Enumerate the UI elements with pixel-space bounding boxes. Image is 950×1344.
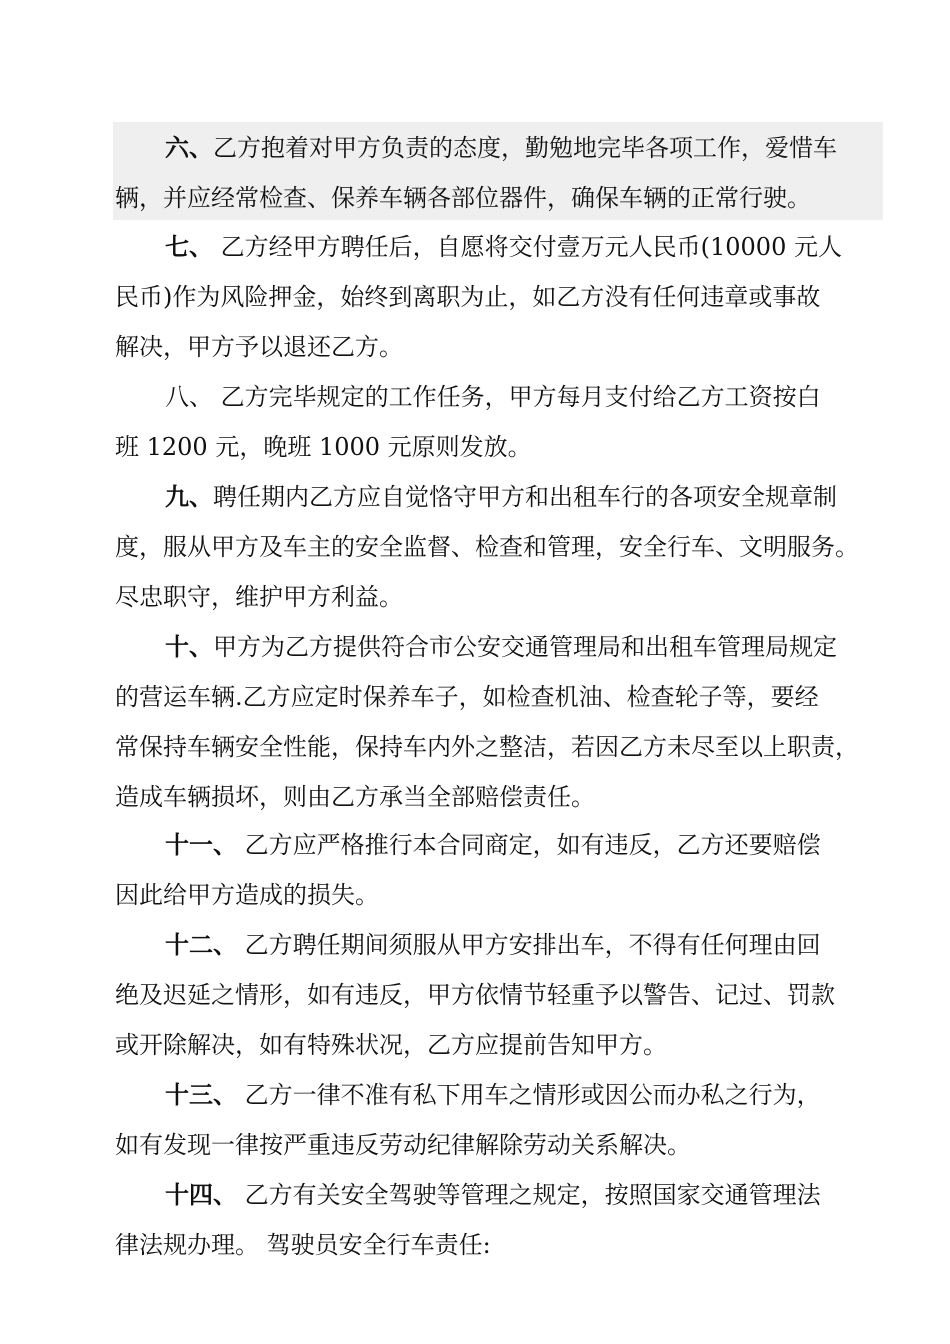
clause-line [165,1070,821,1120]
clause-number: 九、 [165,482,213,511]
clause-text: 乙方聘任期间须服从甲方安排出车，不得有任何理由回 [237,931,821,959]
clause-line: 度，服从甲方及车主的安全监督、检查和管理，安全行车、文明服务。 [115,533,859,561]
clause-text: 乙方完毕规定的工作任务，甲方每月支付给乙方工资按白 [213,383,821,411]
clause-line [165,222,842,272]
clause-number: 十一、 [165,830,237,859]
clause-text: 乙方经甲方聘任后，自愿将交付壹万元人民币(10000 元人 [213,233,842,261]
clause-line: 常保持车辆安全性能，保持车内外之整洁，若因乙方未尽至以上职责， [115,733,859,761]
clause-line: 尽忠职守，维护甲方利益。 [115,583,403,611]
clause-line [165,372,821,422]
clause-text: 乙方一律不准有私下用车之情形或因公而办私之行为， [237,1081,821,1109]
clause-line: 班 1200 元，晚班 1000 元原则发放。 [115,433,532,461]
clause-line: 如有发现一律按严重违反劳动纪律解除劳动关系解决。 [115,1131,691,1159]
clause-number: 十、 [165,632,213,661]
clause-line: 律法规办理。 驾驶员安全行车责任: [115,1231,491,1259]
clause-line: 或开除解决，如有特殊状况，乙方应提前告知甲方。 [115,1031,667,1059]
clause-line [165,820,821,870]
clause-text: 聘任期内乙方应自觉恪守甲方和出租车行的各项安全规章制 [213,483,837,511]
clause-text: 甲方为乙方提供符合市公安交通管理局和出租车管理局规定 [213,633,837,661]
clause-number: 六、 [165,133,213,162]
clause-text: 乙方应严格推行本合同商定，如有违反，乙方还要赔偿 [237,831,821,859]
clause-line [165,622,837,672]
clause-line [165,1170,821,1220]
clause-line [165,472,837,522]
clause-line: 的营运车辆.乙方应定时保养车子，如检查机油、检查轮子等，要经 [115,683,819,711]
clause-number: 十三、 [165,1080,237,1109]
clause-number: 七、 [165,232,213,261]
clause-line: 解决，甲方予以退还乙方。 [115,333,403,361]
clause-line: 辆，并应经常检查、保养车辆各部位器件，确保车辆的正常行驶。 [115,184,811,212]
clause-number: 八、 [165,383,213,411]
clause-line: 因此给甲方造成的损失。 [115,881,379,909]
clause-text: 乙方有关安全驾驶等管理之规定，按照国家交通管理法 [237,1181,821,1209]
clause-line: 民币)作为风险押金，始终到离职为止，如乙方没有任何违章或事故 [115,283,821,311]
clause-line [165,920,821,970]
clause-line: 绝及迟延之情形，如有违反，甲方依情节轻重予以警告、记过、罚款 [115,981,835,1009]
clause-text: 乙方抱着对甲方负责的态度，勤勉地完毕各项工作，爱惜车 [213,134,837,162]
clause-line: 造成车辆损坏，则由乙方承当全部赔偿责任。 [115,783,595,811]
clause-number: 十二、 [165,930,237,959]
clause-number: 十四、 [165,1180,237,1209]
clause-line [165,123,837,173]
